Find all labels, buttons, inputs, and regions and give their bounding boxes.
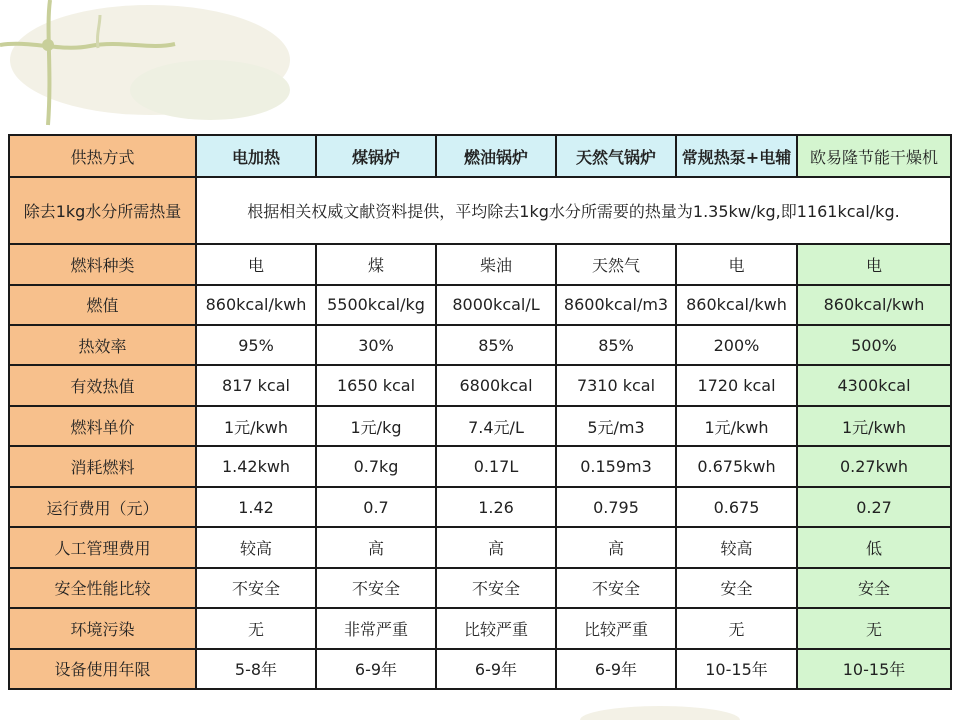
table-cell: 安全 xyxy=(797,568,951,608)
corner-cell: 供热方式 xyxy=(9,135,196,177)
table-row xyxy=(9,608,951,648)
table-cell: 无 xyxy=(196,608,316,648)
row-label: 设备使用年限 xyxy=(9,649,196,689)
table-cell: 8000kcal/L xyxy=(436,285,556,325)
table-cell: 4300kcal xyxy=(797,365,951,405)
table-cell: 高 xyxy=(556,527,676,567)
row-label: 除去1kg水分所需热量 xyxy=(9,177,196,244)
column-header: 常规热泵+电辅 xyxy=(676,135,797,177)
table-cell: 6-9年 xyxy=(556,649,676,689)
table-row xyxy=(9,365,951,405)
table-cell: 电 xyxy=(196,244,316,284)
table-cell: 8600kcal/m3 xyxy=(556,285,676,325)
table-cell: 85% xyxy=(436,325,556,365)
note-text: 根据相关权威文献资料提供，平均除去1kg水分所需要的热量为1.35kw/kg,即1161kcal/kg. xyxy=(196,177,951,244)
table-cell: 柴油 xyxy=(436,244,556,284)
table-cell: 500% xyxy=(797,325,951,365)
table-row xyxy=(9,285,951,325)
column-header: 煤锅炉 xyxy=(316,135,436,177)
note-row xyxy=(9,177,951,244)
table-cell: 安全 xyxy=(676,568,797,608)
table-cell: 0.675kwh xyxy=(676,446,797,486)
table-cell: 高 xyxy=(436,527,556,567)
table-cell: 不安全 xyxy=(556,568,676,608)
table-cell: 不安全 xyxy=(436,568,556,608)
table-cell: 1650 kcal xyxy=(316,365,436,405)
table-cell: 7.4元/L xyxy=(436,406,556,446)
table-cell: 1元/kwh xyxy=(676,406,797,446)
floral-decoration xyxy=(0,0,320,130)
table-cell: 10-15年 xyxy=(797,649,951,689)
table-cell: 7310 kcal xyxy=(556,365,676,405)
table-cell: 高 xyxy=(316,527,436,567)
table-cell: 817 kcal xyxy=(196,365,316,405)
column-header: 电加热 xyxy=(196,135,316,177)
table-row xyxy=(9,487,951,527)
table-cell: 0.7kg xyxy=(316,446,436,486)
table-cell: 0.675 xyxy=(676,487,797,527)
table-row xyxy=(9,244,951,284)
column-header: 欧易隆节能干燥机 xyxy=(797,135,951,177)
table-cell: 不安全 xyxy=(316,568,436,608)
table-cell: 1.42 xyxy=(196,487,316,527)
table-cell: 5-8年 xyxy=(196,649,316,689)
table-cell: 95% xyxy=(196,325,316,365)
table-row xyxy=(9,527,951,567)
table-cell: 1720 kcal xyxy=(676,365,797,405)
row-label: 有效热值 xyxy=(9,365,196,405)
row-label: 运行费用（元） xyxy=(9,487,196,527)
table-cell: 1.42kwh xyxy=(196,446,316,486)
table-cell: 85% xyxy=(556,325,676,365)
table-cell: 1元/kwh xyxy=(196,406,316,446)
table-cell: 860kcal/kwh xyxy=(196,285,316,325)
table-cell: 低 xyxy=(797,527,951,567)
table-cell: 0.159m3 xyxy=(556,446,676,486)
table-cell: 1元/kwh xyxy=(797,406,951,446)
table-cell: 10-15年 xyxy=(676,649,797,689)
table-cell: 非常严重 xyxy=(316,608,436,648)
table-cell: 较高 xyxy=(196,527,316,567)
table-header-row xyxy=(9,135,951,177)
table-cell: 比较严重 xyxy=(436,608,556,648)
table-cell: 30% xyxy=(316,325,436,365)
table-cell: 煤 xyxy=(316,244,436,284)
table-cell: 6-9年 xyxy=(316,649,436,689)
table-cell: 较高 xyxy=(676,527,797,567)
table-cell: 860kcal/kwh xyxy=(676,285,797,325)
column-header: 燃油锅炉 xyxy=(436,135,556,177)
table-row xyxy=(9,325,951,365)
footer-decoration xyxy=(0,690,960,720)
table-cell: 200% xyxy=(676,325,797,365)
table-cell: 1元/kg xyxy=(316,406,436,446)
table-row xyxy=(9,649,951,689)
row-label: 安全性能比较 xyxy=(9,568,196,608)
table-cell: 1.26 xyxy=(436,487,556,527)
row-label: 人工管理费用 xyxy=(9,527,196,567)
table-cell: 无 xyxy=(797,608,951,648)
table-cell: 6800kcal xyxy=(436,365,556,405)
row-label: 燃料种类 xyxy=(9,244,196,284)
row-label: 燃值 xyxy=(9,285,196,325)
table-cell: 6-9年 xyxy=(436,649,556,689)
row-label: 热效率 xyxy=(9,325,196,365)
table-cell: 无 xyxy=(676,608,797,648)
table-cell: 不安全 xyxy=(196,568,316,608)
table-row xyxy=(9,406,951,446)
table-cell: 0.27 xyxy=(797,487,951,527)
table-cell: 电 xyxy=(676,244,797,284)
table-cell: 0.17L xyxy=(436,446,556,486)
table-cell: 5500kcal/kg xyxy=(316,285,436,325)
row-label: 消耗燃料 xyxy=(9,446,196,486)
table-cell: 电 xyxy=(797,244,951,284)
table-cell: 5元/m3 xyxy=(556,406,676,446)
heating-comparison-table xyxy=(8,134,952,690)
table-cell: 860kcal/kwh xyxy=(797,285,951,325)
table-cell: 天然气 xyxy=(556,244,676,284)
row-label: 环境污染 xyxy=(9,608,196,648)
table-cell: 0.795 xyxy=(556,487,676,527)
row-label: 燃料单价 xyxy=(9,406,196,446)
table-cell: 比较严重 xyxy=(556,608,676,648)
table-row xyxy=(9,446,951,486)
table-cell: 0.27kwh xyxy=(797,446,951,486)
table-cell: 0.7 xyxy=(316,487,436,527)
table-row xyxy=(9,568,951,608)
column-header: 天然气锅炉 xyxy=(556,135,676,177)
